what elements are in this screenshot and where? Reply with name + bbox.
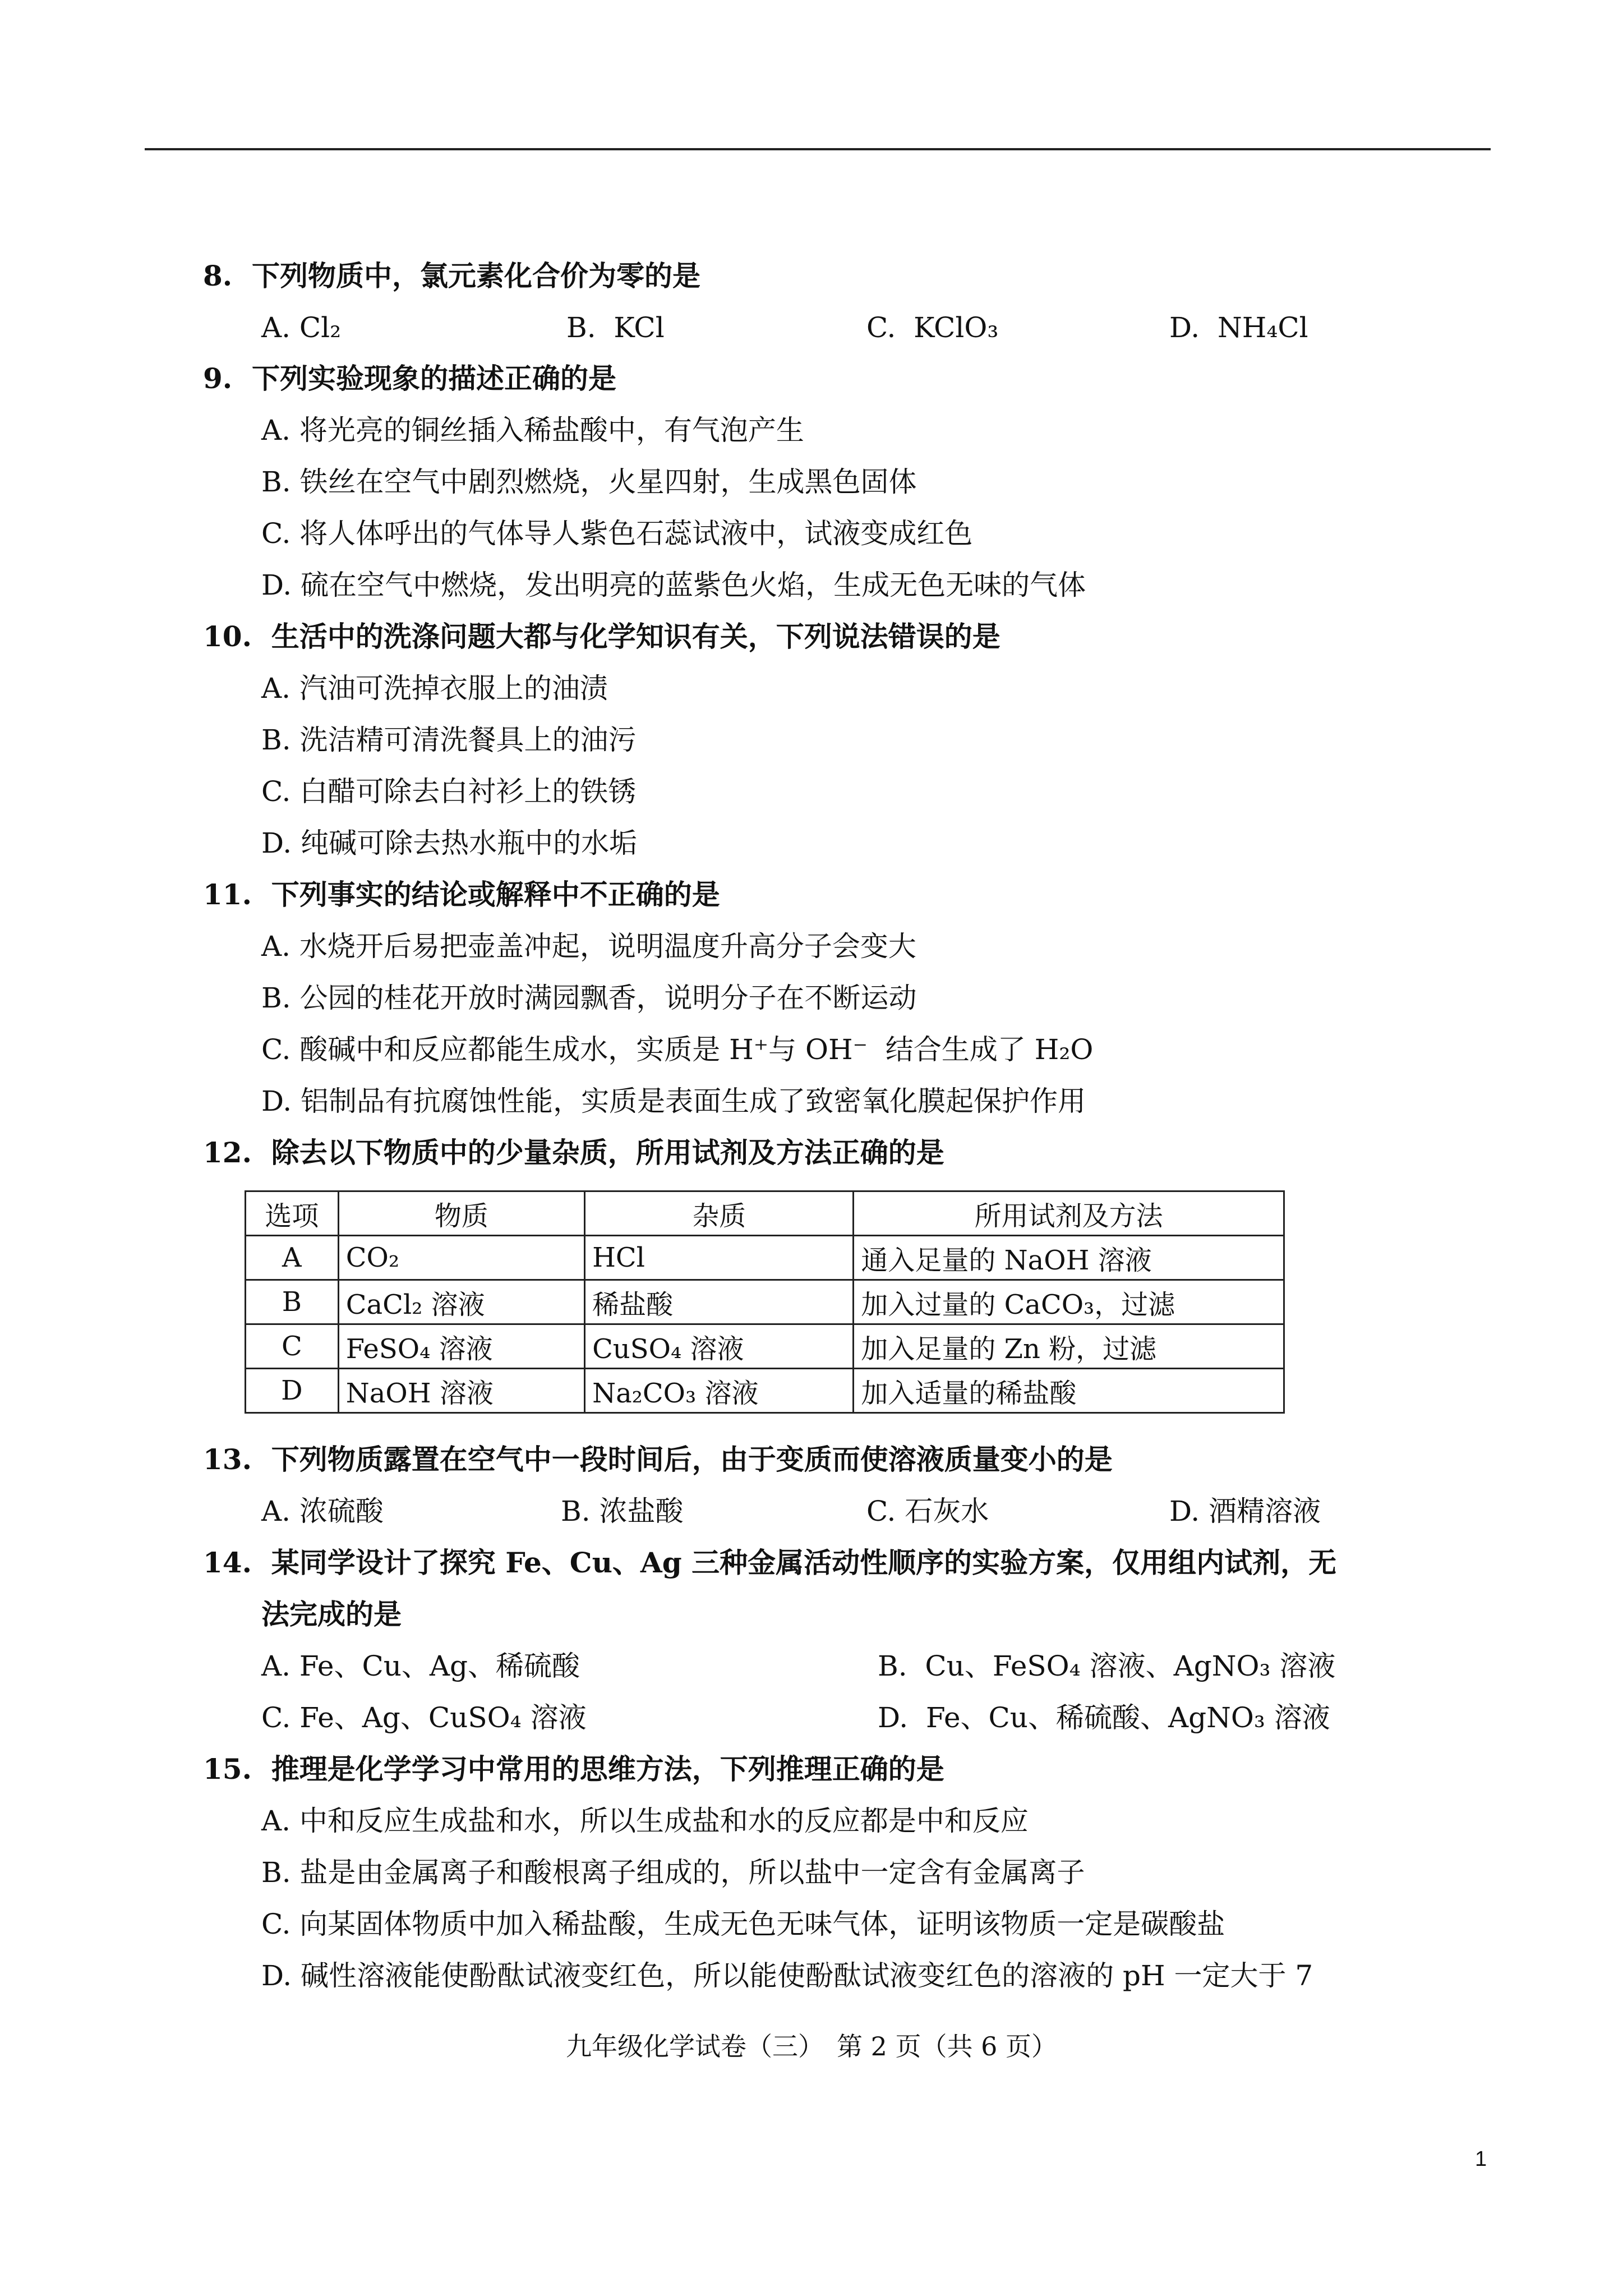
table-header-cell: 所用试剂及方法 [854,1191,1284,1236]
q9-option-d: D. 硫在空气中燃烧，发出明亮的蓝紫色火焰，生成无色无味的气体 [261,569,1086,601]
q10-option-d: D. 纯碱可除去热水瓶中的水垢 [261,827,638,859]
q15-option-a: A. 中和反应生成盐和水，所以生成盐和水的反应都是中和反应 [261,1805,1029,1837]
table-cell: 加入适量的稀盐酸 [854,1369,1284,1413]
top-rule [145,148,1491,150]
q15-option-d: D. 碱性溶液能使酚酞试液变红色，所以能使酚酞试液变红色的溶液的 pH 一定大于 7 [261,1959,1313,1992]
table-cell: CuSO₄ 溶液 [585,1324,854,1369]
table-header-cell: 选项 [246,1191,339,1236]
q11-stem: 11. 下列事实的结论或解释中不正确的是 [203,878,720,911]
q13-option-c: C. 石灰水 [866,1495,989,1527]
table-row [246,1236,1284,1280]
table-header-row [246,1191,1284,1236]
table-cell: D [246,1369,339,1413]
table-cell: CO₂ [338,1236,584,1280]
page-footer: 九年级化学试卷（三） 第 2 页（共 6 页） [565,2031,1058,2062]
q8-option-a: A. Cl₂ [261,311,342,344]
q10-stem: 10. 生活中的洗涤问题大都与化学知识有关，下列说法错误的是 [203,620,1000,653]
q15-stem: 15. 推理是化学学习中常用的思维方法，下列推理正确的是 [203,1752,944,1786]
q12-stem: 12. 除去以下物质中的少量杂质，所用试剂及方法正确的是 [203,1136,944,1169]
q10-option-c: C. 白醋可除去白衬衫上的铁锈 [261,775,637,808]
q11-option-d: D. 铝制品有抗腐蚀性能，实质是表面生成了致密氧化膜起保护作用 [261,1085,1086,1117]
q8-option-d: D. NH₄Cl [1169,311,1308,344]
q15-option-c: C. 向某固体物质中加入稀盐酸，生成无色无味气体，证明该物质一定是碳酸盐 [261,1908,1225,1940]
q8-option-b: B. KCl [566,311,665,344]
q13-option-d: D. 酒精溶液 [1169,1495,1321,1527]
q14-stem-cont: 法完成的是 [261,1598,402,1631]
table-cell: 加入过量的 CaCO₃，过滤 [854,1280,1284,1324]
table-cell: HCl [585,1236,854,1280]
table-cell: B [246,1280,339,1324]
q8-option-c: C. KClO₃ [866,311,999,344]
table-cell: 通入足量的 NaOH 溶液 [854,1236,1284,1280]
q13-option-a: A. 浓硫酸 [261,1495,384,1527]
table-row [246,1280,1284,1324]
table-cell: NaOH 溶液 [338,1369,584,1413]
q9-option-c: C. 将人体呼出的气体导人紫色石蕊试液中，试液变成红色 [261,517,973,550]
q11-option-b: B. 公园的桂花开放时满园飘香，说明分子在不断运动 [261,982,917,1014]
table-cell: A [246,1236,339,1280]
q14-option-c: C. Fe、Ag、CuSO₄ 溶液 [261,1701,587,1734]
table-header-cell: 物质 [338,1191,584,1236]
table-cell: FeSO₄ 溶液 [338,1324,584,1369]
q9-option-b: B. 铁丝在空气中剧烈燃烧，火星四射，生成黑色固体 [261,466,917,498]
q8-stem: 8. 下列物质中，氯元素化合价为零的是 [203,259,701,292]
q14-stem: 14. 某同学设计了探究 Fe、Cu、Ag 三种金属活动性顺序的实验方案，仅用组内试剂，无 [203,1546,1337,1579]
q13-option-b: B. 浓盐酸 [561,1495,684,1527]
page-number: 1 [1475,2147,1487,2171]
q14-option-b: B. Cu、FeSO₄ 溶液、AgNO₃ 溶液 [878,1650,1336,1682]
q11-option-a: A. 水烧开后易把壶盖冲起，说明温度升高分子会变大 [261,930,916,963]
q11-option-c: C. 酸碱中和反应都能生成水，实质是 H⁺与 OH⁻ 结合生成了 H₂O [261,1033,1094,1066]
table-cell: 加入足量的 Zn 粉，过滤 [854,1324,1284,1369]
table-cell: Na₂CO₃ 溶液 [585,1369,854,1413]
table-cell: CaCl₂ 溶液 [338,1280,584,1324]
q12-table [245,1190,1285,1414]
q9-stem: 9. 下列实验现象的描述正确的是 [203,362,617,395]
table-cell: 稀盐酸 [585,1280,854,1324]
table-header-cell: 杂质 [585,1191,854,1236]
table-row [246,1369,1284,1413]
q9-option-a: A. 将光亮的铜丝插入稀盐酸中，有气泡产生 [261,414,804,447]
q14-option-a: A. Fe、Cu、Ag、稀硫酸 [261,1650,580,1682]
table-row [246,1324,1284,1369]
q10-option-b: B. 洗洁精可清洗餐具上的油污 [261,724,637,756]
table-cell: C [246,1324,339,1369]
q10-option-a: A. 汽油可洗掉衣服上的油渍 [261,672,608,705]
q14-option-d: D. Fe、Cu、稀硫酸、AgNO₃ 溶液 [878,1701,1330,1734]
q13-stem: 13. 下列物质露置在空气中一段时间后，由于变质而使溶液质量变小的是 [203,1443,1113,1476]
q15-option-b: B. 盐是由金属离子和酸根离子组成的，所以盐中一定含有金属离子 [261,1856,1085,1889]
